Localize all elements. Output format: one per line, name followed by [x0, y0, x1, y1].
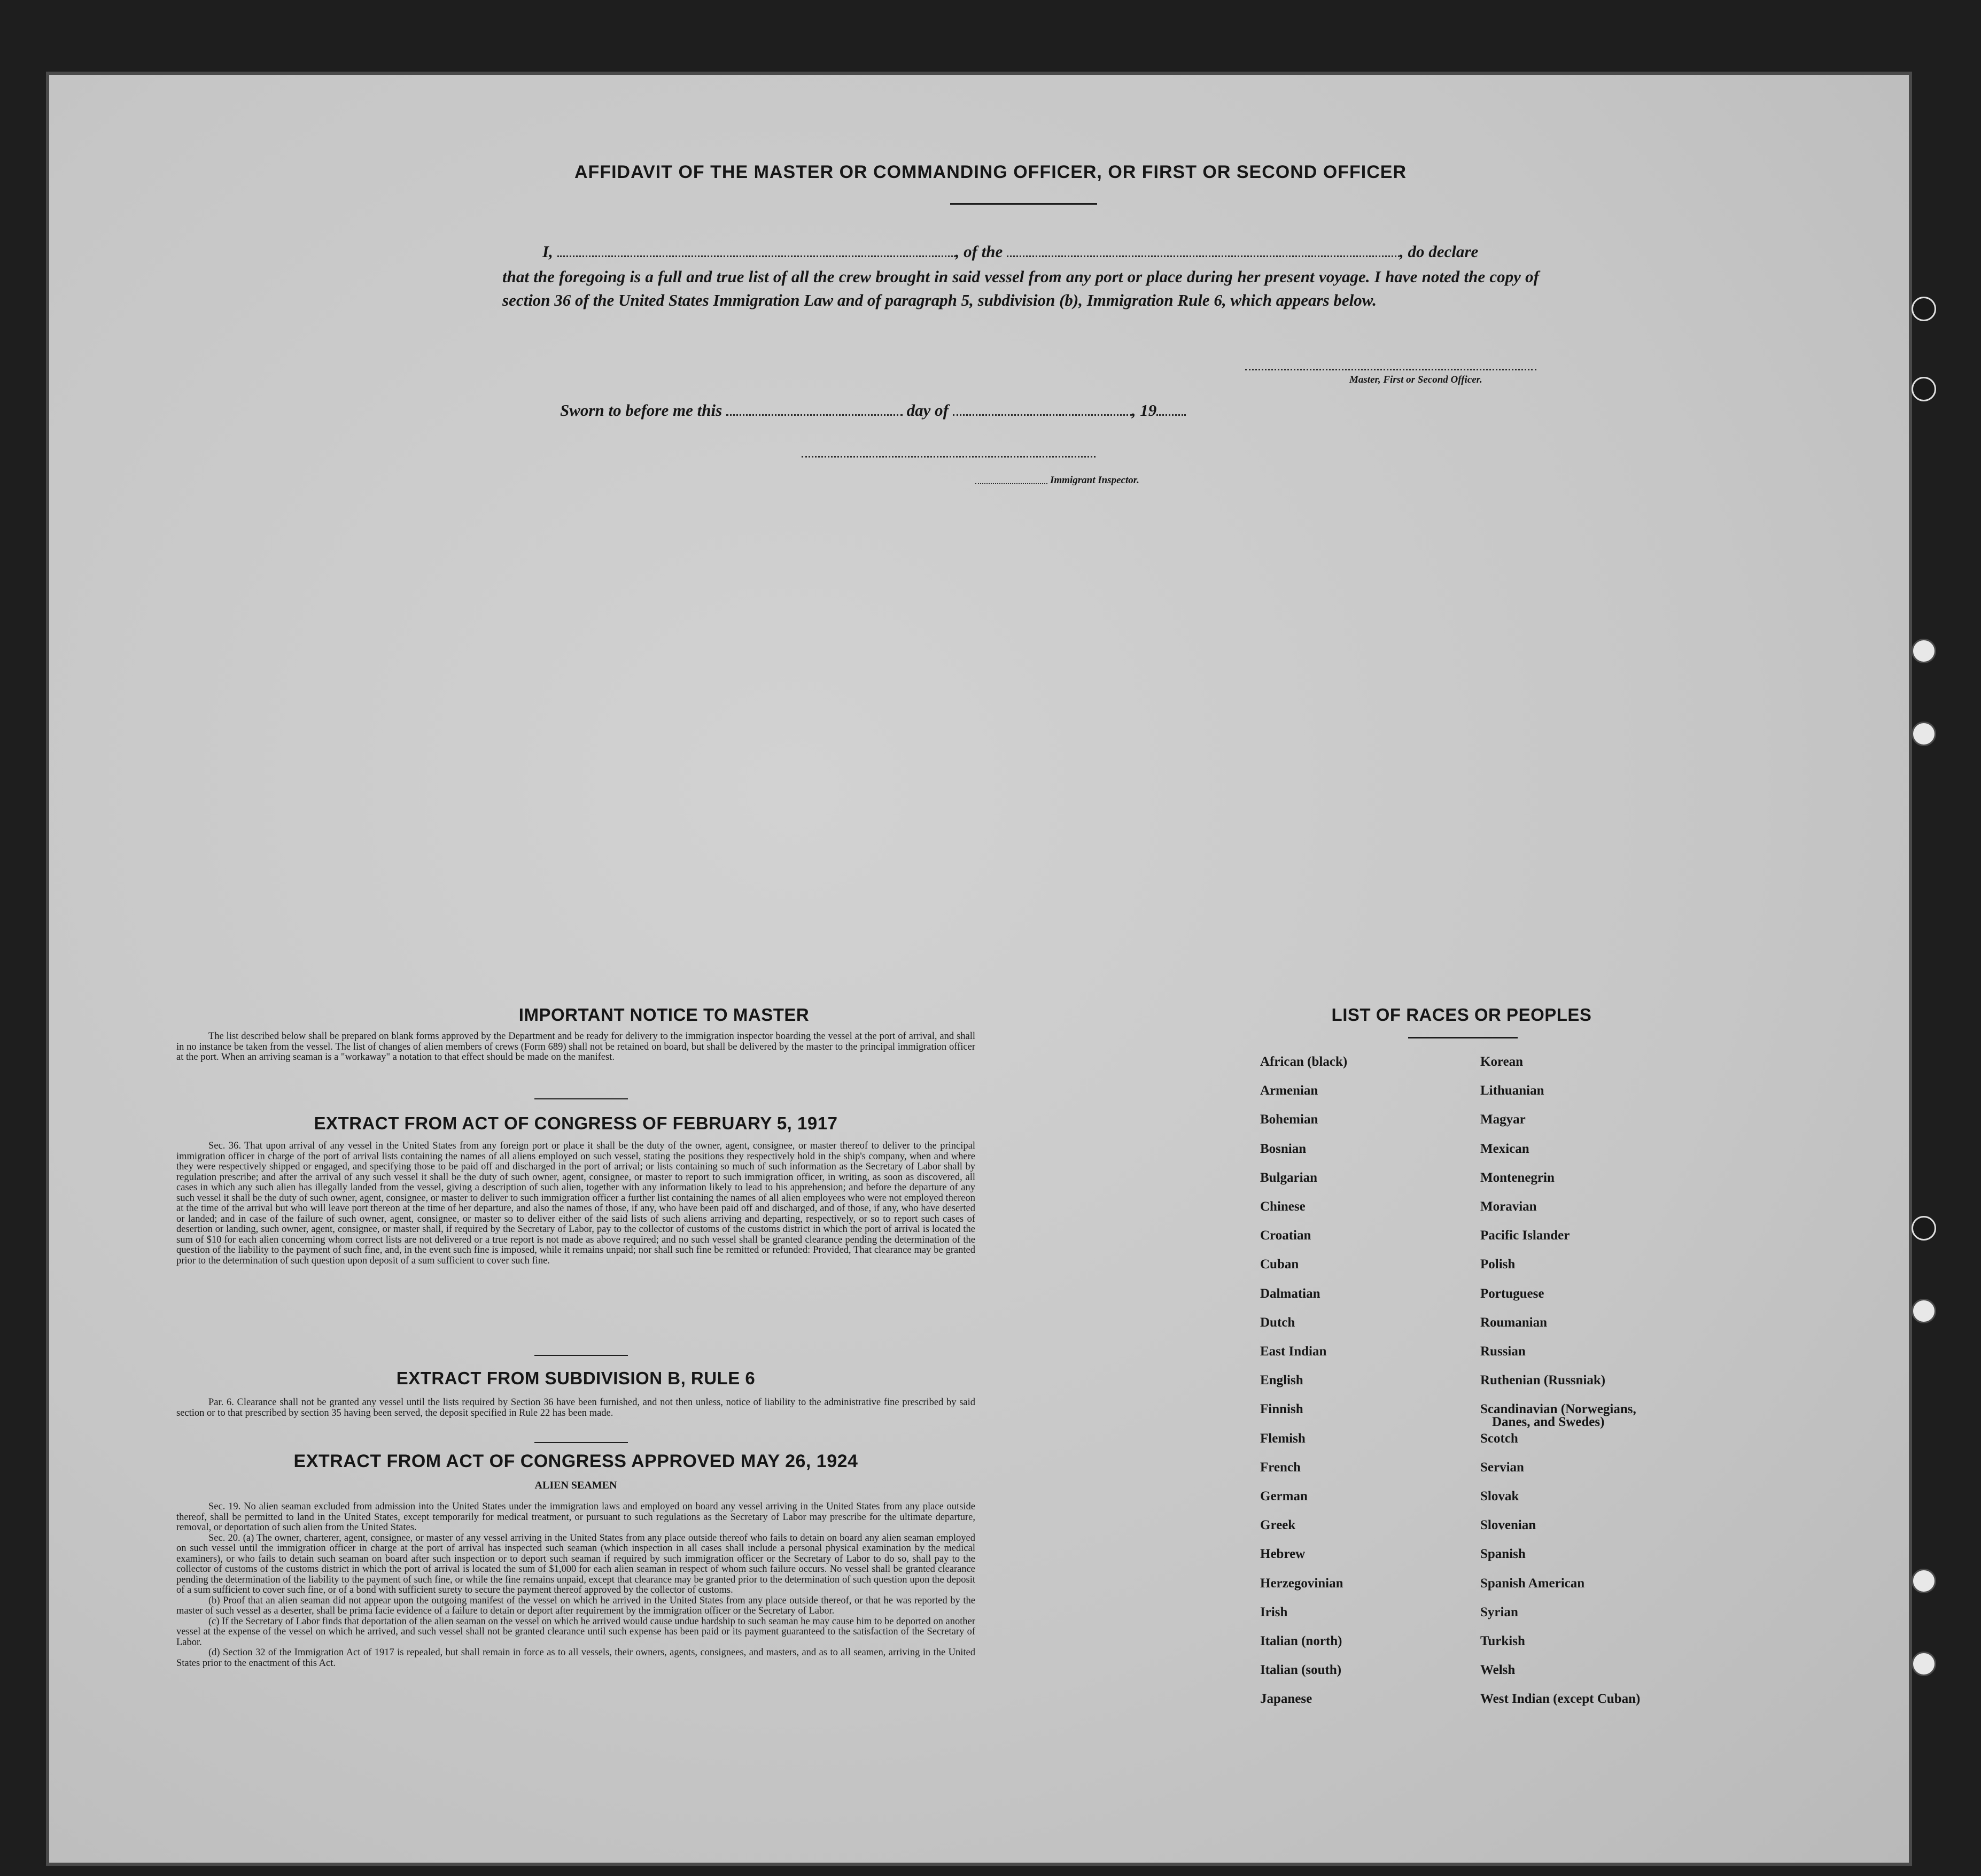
punch-hole-icon [1912, 1652, 1936, 1676]
punch-hole-icon [1912, 1569, 1936, 1593]
race-item: Italian (south) [1260, 1663, 1342, 1678]
race-item: Servian [1480, 1460, 1524, 1475]
race-item: Italian (north) [1260, 1634, 1342, 1648]
extract-1917-body: Sec. 36. That upon arrival of any vessel in the United States from any foreign port or place it shall be the duty of the owner, agent, consignee, or master thereof to deliver to the principal immigration officer in charge of the port of arrival lists containing the names of all aliens employed on such vessel, stating the positions they respectively hold in the ship's company, when and where they were respectively shipped or engaged, and specifying those to be paid off and discharged in the port of arrival; or lists containing so much of such information as the Secretary of Labor shall by regulation prescribe; and after the arrival of any such vessel it shall be the duty of such owner, agent, consignee, or master to report to such immigration officer, in writing, as soon as discovered, all cases in which any such alien has illegally landed from the vessel, giving a description of such alien, together with any information likely to lead to his apprehension; and before the departure of any such vessel it shall be the duty of such owner, agent, consignee, or master to deliver to such immigration officer a further list containing the names of all alien employees who were not employed thereon at the time of the arrival but who will leave port thereon at the time of her departure, and also the names of those, if any, who have been paid off and discharged, and of those, if any, who have deserted or landed; and in case of the failure of such owner, agent, consignee, or master so to deliver either of the said lists of such aliens arriving and departing, respectively, or so to report such cases of desertion or landing, such owner, agent, consignee, or master shall, if required by the Secretary of Labor, pay to the collector of customs of the customs district in which the port of arrival is located the sum of $10 for each alien concerning whom correct lists are not delivered or a true report is not made as above required; and no such vessel shall be granted clearance pending the determination of the question of the liability to the payment of such fine, and, in the event such fine is imposed, while it remains unpaid; nor shall such fine be remitted or refunded: Provided, That clearance may be granted prior to the determination of such question upon deposit of a sum sufficient to cover such fine. [176, 1141, 975, 1266]
race-item: Slovak [1480, 1489, 1519, 1503]
section-rule [534, 1355, 628, 1356]
race-item: Moravian [1480, 1199, 1537, 1214]
extract-1924-title: EXTRACT FROM ACT OF CONGRESS APPROVED MAY 26, 1924 [293, 1451, 858, 1471]
sec20d-text: (d) Section 32 of the Immigration Act of 1917 is repealed, but shall remain in force as to all vessels, their owners, agents, consignees, and masters, and as to all seamen, arriving in the United States prior to the enactment of this Act. [176, 1647, 975, 1669]
races-right-column [1480, 0, 1705, 1790]
punch-hole-icon [1912, 297, 1936, 321]
name-field[interactable] [557, 242, 955, 257]
race-item: Roumanian [1480, 1315, 1548, 1330]
affidavit-do-declare: , do declare [1400, 242, 1479, 261]
races-left-column [1260, 0, 1463, 1790]
affidavit-title: AFFIDAVIT OF THE MASTER OR COMMANDING OFFICER, OR FIRST OR SECOND OFFICER [574, 162, 1407, 182]
rule6-body: Par. 6. Clearance shall not be granted any vessel until the lists required by Section 36 have been furnished, and not then unless, notice of liability to the administrative fine prescribed by said section or to that prescribed by section 35 having been served, the deposit specified in Rule 22 has been made. [176, 1397, 975, 1418]
race-item: Montenegrin [1480, 1170, 1555, 1185]
race-item: Ruthenian (Russniak) [1480, 1373, 1606, 1388]
race-item: Scandinavian (Norwegians, [1480, 1402, 1636, 1417]
race-item: East Indian [1260, 1344, 1327, 1359]
affidavit-i: I, [542, 242, 553, 261]
sworn-month-field[interactable] [953, 401, 1132, 416]
punch-hole-icon [1912, 1216, 1936, 1241]
extract-1917-title: EXTRACT FROM ACT OF CONGRESS OF FEBRUARY 5, 1917 [314, 1113, 838, 1133]
race-item: Dutch [1260, 1315, 1295, 1330]
sworn-year: , 19 [1131, 401, 1157, 420]
race-item: Chinese [1260, 1199, 1306, 1214]
race-item: Mexican [1480, 1141, 1529, 1156]
inspector-caption: Immigrant Inspector. [1050, 475, 1139, 486]
race-item: Magyar [1480, 1112, 1526, 1127]
race-item: Welsh [1480, 1663, 1516, 1678]
race-item: German [1260, 1489, 1308, 1503]
race-item: Japanese [1260, 1692, 1312, 1707]
races-title: LIST OF RACES OR PEOPLES [1331, 1005, 1592, 1025]
race-item: Herzegovinian [1260, 1576, 1343, 1591]
race-item: Croatian [1260, 1228, 1311, 1243]
race-item: English [1260, 1373, 1303, 1388]
race-item: Slovenian [1480, 1518, 1536, 1533]
rule6-title: EXTRACT FROM SUBDIVISION B, RULE 6 [396, 1368, 756, 1388]
race-item: Lithuanian [1480, 1083, 1544, 1098]
inspector-signature-line[interactable] [802, 456, 1096, 458]
race-item: Korean [1480, 1055, 1524, 1069]
race-item: Spanish American [1480, 1576, 1585, 1591]
inspector-dots [975, 483, 1047, 484]
sec19-text: Sec. 19. No alien seaman excluded from admission into the United States under the immigration laws and employed on board any vessel arriving in the United States from any place outside thereof, shall be permitted to land in the United States, except temporarily for medical treatment, or pursuant to such regulations as the Secretary of Labor may prescribe for the ultimate departure, removal, or deportation of such alien from the United States. [176, 1501, 975, 1533]
race-item: French [1260, 1460, 1301, 1475]
race-item: Pacific Islander [1480, 1228, 1570, 1243]
race-item: West Indian (except Cuban) [1480, 1692, 1641, 1707]
extract-1924-subtitle: ALIEN SEAMEN [534, 1479, 617, 1491]
section-rule [534, 1442, 628, 1443]
race-item: Hebrew [1260, 1547, 1306, 1562]
punch-hole-icon [1912, 1299, 1936, 1323]
officer-signature-caption: Master, First or Second Officer. [1349, 374, 1482, 385]
sec20c-text: (c) If the Secretary of Labor finds that deportation of the alien seaman on the vessel on which he arrived would cause undue hardship to such seaman he may cause him to be deported on another vessel at the expense of the vessel on which he arrived, and such vessel shall not be granted clearance until such expense has been paid or its payment guaranteed to the satisfaction of the Secretary of Labor. [176, 1616, 975, 1648]
sec20a-text: Sec. 20. (a) The owner, charterer, agent, consignee, or master of any vessel arriving in the United States from any place outside thereof who fails to detain on board any alien seaman employed on such vessel until the immigration officer in charge at the port of arrival has inspected such seaman (which inspection in all cases shall include a personal physical examination by the medical examiners), or who fails to detain such seaman on board after such inspection or to deport such seaman if required by such immigration officer or the Secretary of Labor to do so, shall pay to the collector of customs of the customs district in which the port of arrival is located the sum of $1,000 for each alien seaman in respect of whom such failure occurs. No vessel shall be granted clearance pending the determination of the liability to the payment of such fine, or while the fine remains unpaid, except that clearance may be granted prior to the determination of such question upon the deposit of a sum sufficient to cover such fine, or of a bond with sufficient surety to secure the payment thereof approved by the collector of customs. [176, 1532, 975, 1595]
notice-title: IMPORTANT NOTICE TO MASTER [518, 1005, 810, 1025]
affidavit-paragraph: that the foregoing is a full and true list of all the crew brought in said vessel from any port or place during her present voyage. I have noted the copy of section 36 of the United States Immigration Law and of paragraph 5, subdivision (b), Immigration Rule 6, which appears below. [502, 267, 1539, 309]
punch-hole-icon [1912, 639, 1936, 663]
race-item: Flemish [1260, 1431, 1306, 1446]
race-item: Danes, and Swedes) [1492, 1415, 1605, 1430]
race-item: Irish [1260, 1604, 1288, 1619]
race-item: Cuban [1260, 1257, 1299, 1272]
sec20b-text: (b) Proof that an alien seaman did not appear upon the outgoing manifest of the vessel on which he arrived in the United States from any place outside thereof, or that he was reported by the master of such vessel as a deserter, shall be prima facie evidence of a failure to detain or deport after requirement by the immigration officer or the Secretary of Labor. [176, 1595, 975, 1616]
race-item: Syrian [1480, 1604, 1518, 1619]
race-item: Polish [1480, 1257, 1516, 1272]
sworn-prefix: Sworn to before me this [560, 401, 723, 420]
title-rule [950, 203, 1097, 205]
sworn-line [560, 401, 1186, 420]
race-item: Armenian [1260, 1083, 1318, 1098]
race-item: Russian [1480, 1344, 1526, 1359]
race-item: Turkish [1480, 1634, 1525, 1648]
extract-1924-body [176, 1502, 975, 1669]
race-item: Bulgarian [1260, 1170, 1317, 1185]
race-item: Greek [1260, 1518, 1296, 1533]
affidavit-of-the: , of the [955, 242, 1003, 261]
race-item: Bohemian [1260, 1112, 1318, 1127]
race-item: Portuguese [1480, 1286, 1544, 1301]
sworn-day-of: day of [906, 401, 949, 420]
sworn-year-field[interactable] [1156, 401, 1186, 416]
race-item: Spanish [1480, 1547, 1526, 1562]
binder-margin [1874, 0, 1981, 1876]
punch-hole-icon [1912, 722, 1936, 746]
race-item: African (black) [1260, 1055, 1348, 1069]
race-item: Dalmatian [1260, 1286, 1320, 1301]
punch-hole-icon [1912, 377, 1936, 401]
race-item: Bosnian [1260, 1141, 1307, 1156]
race-item: Scotch [1480, 1431, 1518, 1446]
notice-body: The list described below shall be prepared on blank forms approved by the Department and be ready for delivery to the immigration inspector boarding the vessel at the port of arrival, and shall in no instance be taken from the vessel. The list of changes of alien members of crews (Form 689) shall not be retained on board, but shall be delivered by the master to the principal immigration officer at the port. When an arriving seaman is a "workaway" a notation to that effect should be made on the manifest. [176, 1031, 975, 1063]
race-item: Finnish [1260, 1402, 1303, 1417]
section-rule [534, 1098, 628, 1099]
sworn-day-field[interactable] [726, 401, 903, 416]
